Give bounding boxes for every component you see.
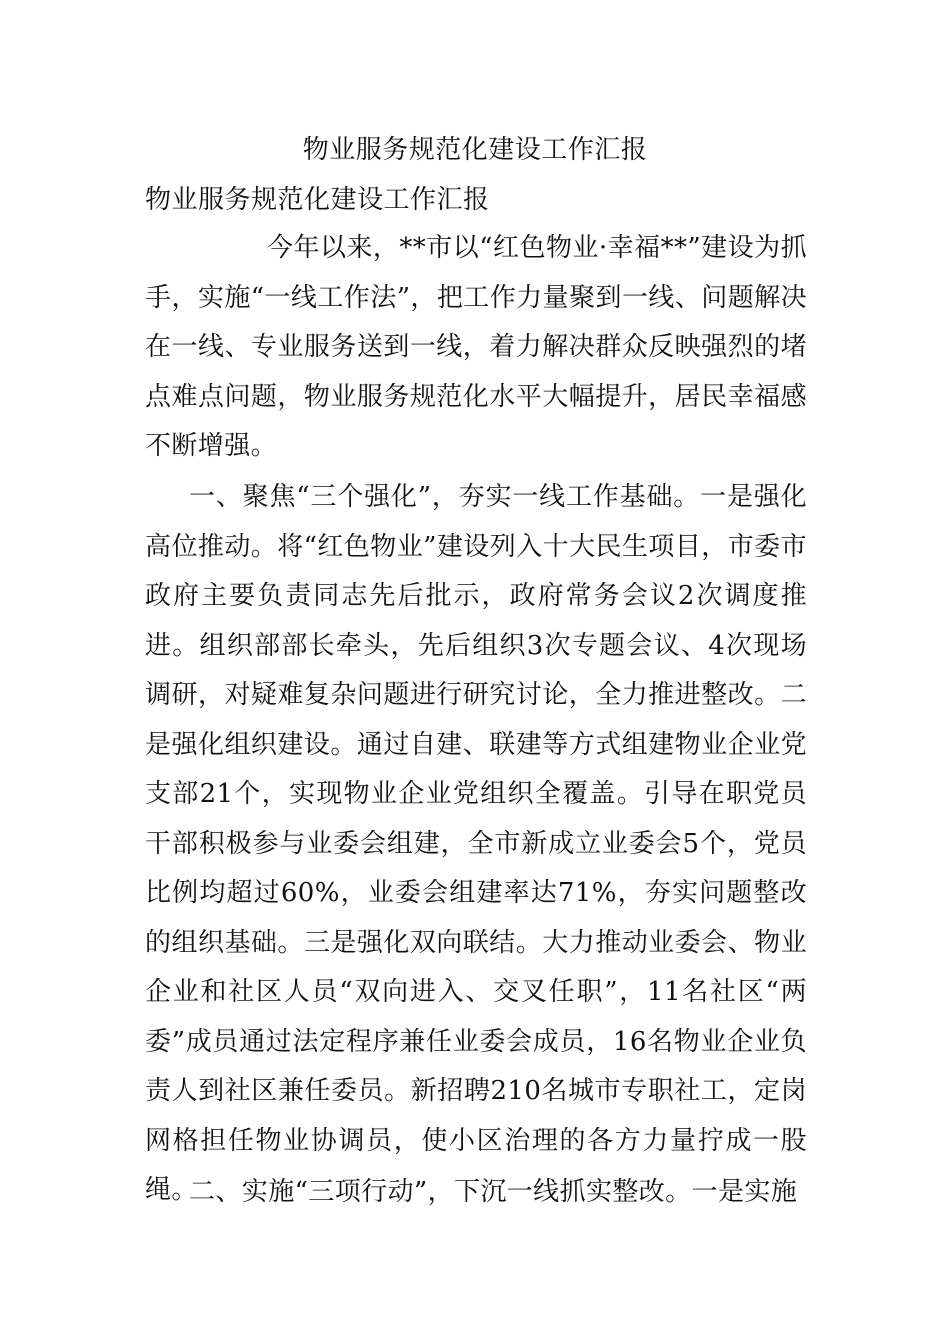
paragraph-section-one: 一、聚焦“三个强化”，夯实一线工作基础。一是强化高位推动。将“红色物业”建设列入十大民生项目，市委市政府主要负责同志先后批示，政府常务会议2次调度推进。组织部部长牵头，先后组织3次专题会议、4次现场调研，对疑难复杂问题进行研究讨论，全力推进整改。二是强化组织建设。通过自建、联建等方式组建物业企业党支部21个，实现物业企业党组织全覆盖。引导在职党员干部积极参与业委会组建，全市新成立业委会5个，党员比例均超过60%，业委会组建率达71%，夯实问题整改的组织基础。三是强化双向联结。大力推动业委会、物业企业和社区人员“双向进入、交叉任职”，11名社区“两委”成员通过法定程序兼任业委会成员，16名物业企业负责人到社区兼任委员。新招聘210名城市专职社工，定岗网格担任物业协调员，使小区治理的各方力量拧成一股绳。 xyxy=(145,482,807,1205)
document-subtitle: 物业服务规范化建设工作汇报 xyxy=(145,185,490,215)
document-title: 物业服务规范化建设工作汇报 xyxy=(302,135,648,165)
paragraph-section-two: 二、实施“三项行动”，下沉一线抓实整改。一是实施 xyxy=(189,1177,798,1207)
paragraph-intro: 今年以来，**市以“红色物业·幸福**”建设为抓手，实施“一线工作法”，把工作力量聚到一线、问题解决在一线、专业服务送到一线，着力解决群众反映强烈的堵点难点问题，物业服务规范化水平大幅提升，居民幸福感不断增强。 xyxy=(145,233,807,461)
